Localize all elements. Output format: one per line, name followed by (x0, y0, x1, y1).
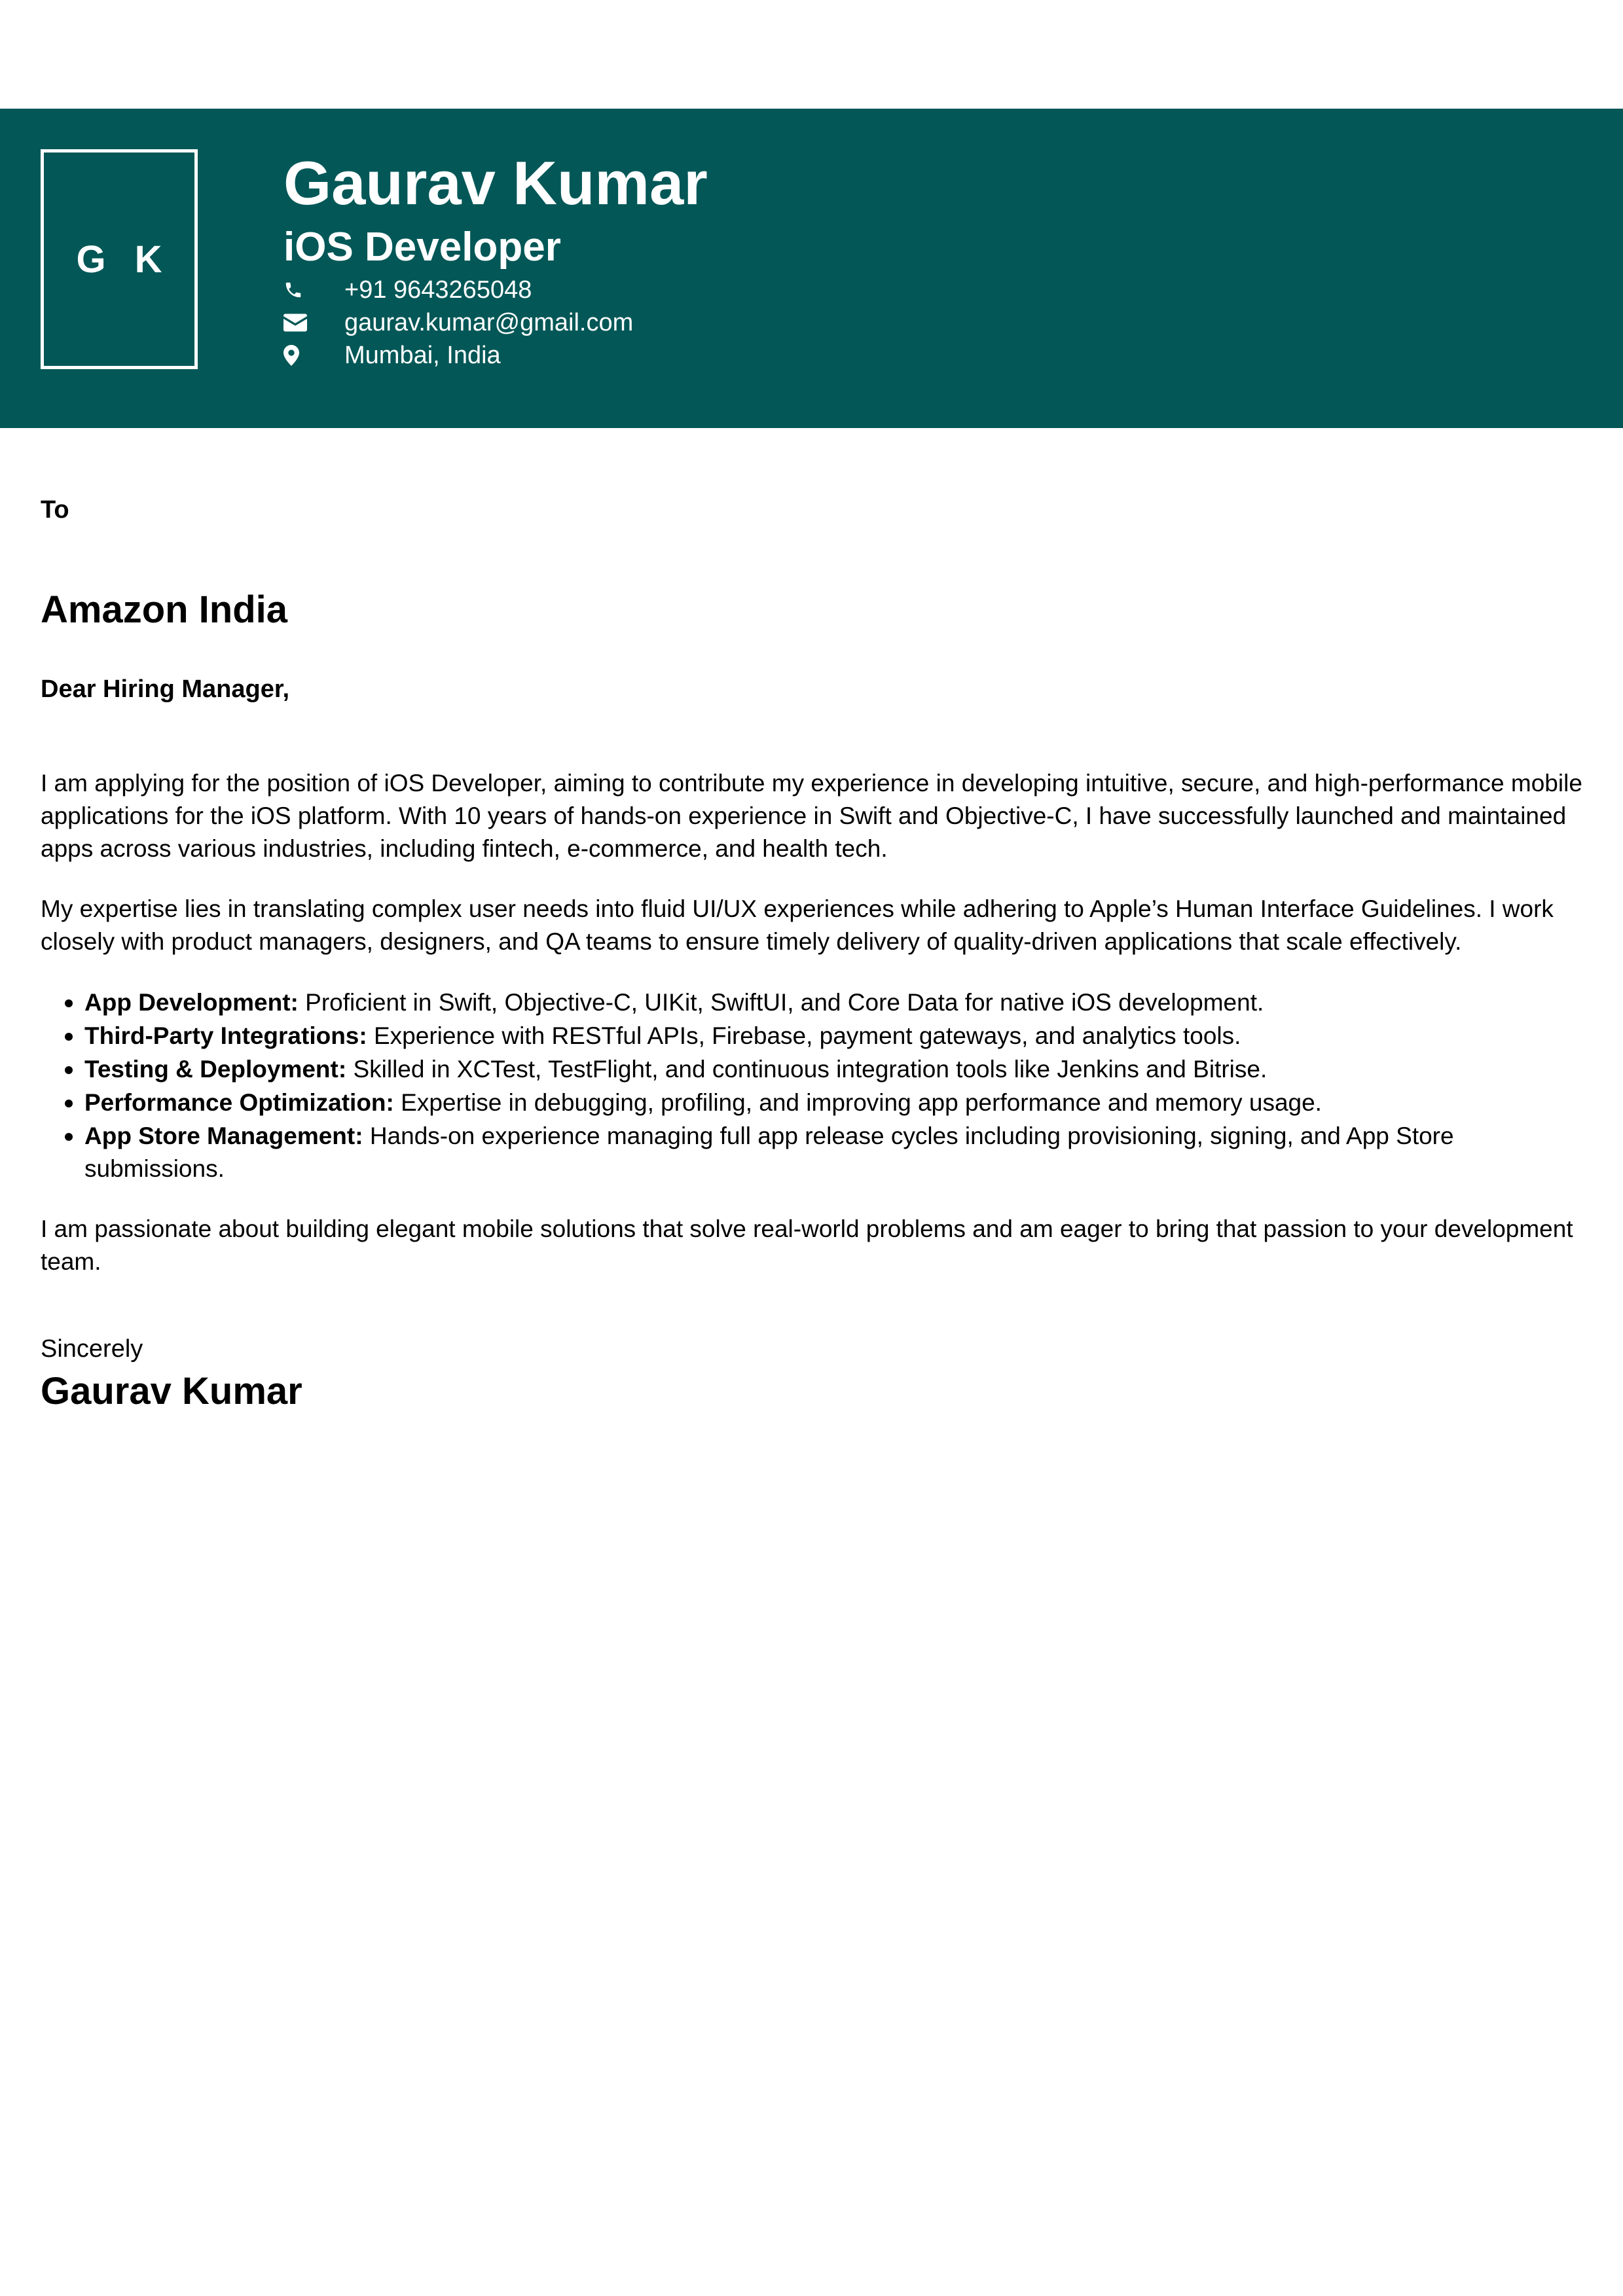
skill-text: Skilled in XCTest, TestFlight, and continuous integration tools like Jenkins and Bitrise. (346, 1056, 1267, 1083)
contact-list (283, 274, 633, 372)
skill-text: Expertise in debugging, profiling, and improving app performance and memory usage. (393, 1089, 1322, 1116)
skill-item (84, 1086, 1586, 1119)
monogram-box (41, 149, 198, 369)
skill-item (84, 986, 1586, 1019)
location-text: Mumbai, India (344, 341, 501, 369)
monogram-initials: G K (76, 238, 172, 281)
closing-paragraph: I am passionate about building elegant mobile solutions that solve real-world problems and am eager to bring that passion to your development team. (41, 1215, 1573, 1275)
email-link[interactable]: gaurav.kumar@gmail.com (344, 308, 634, 336)
contact-email (283, 306, 633, 339)
skill-text: Experience with RESTful APIs, Firebase, payment gateways, and analytics tools. (367, 1022, 1241, 1049)
map-pin-icon (283, 345, 344, 366)
skills-list (41, 986, 1586, 1185)
letter-body (41, 767, 1586, 1306)
signature-name: Gaurav Kumar (41, 1370, 302, 1412)
salutation: Dear Hiring Manager, (41, 675, 290, 703)
skill-item (84, 1119, 1586, 1185)
applicant-name: Gaurav Kumar (283, 149, 708, 217)
body-paragraph: My expertise lies in translating complex user needs into fluid UI/UX experiences while adhering to Apple’s Human Interface Guidelines. I work closely with product managers, designers, and QA teams to ensure timely delivery of quality-driven applications that scale effectively. (41, 895, 1554, 955)
skill-text: Hands-on experience managing full app release cycles including provisioning, signing, and App Store submissions. (84, 1122, 1454, 1182)
header-banner (0, 109, 1623, 428)
skill-title: Third-Party Integrations: (84, 1022, 367, 1049)
phone-icon (283, 280, 344, 300)
contact-phone (283, 274, 633, 306)
company-name: Amazon India (41, 588, 288, 631)
closing-word: Sincerely (41, 1335, 143, 1363)
envelope-icon (283, 314, 344, 332)
applicant-role: iOS Developer (283, 224, 561, 270)
skill-title: App Development: (84, 989, 299, 1016)
skill-text: Proficient in Swift, Objective-C, UIKit, SwiftUI, and Core Data for native iOS development. (298, 989, 1264, 1016)
to-label: To (41, 496, 69, 524)
skill-title: Performance Optimization: (84, 1089, 394, 1116)
skill-item (84, 1019, 1586, 1052)
phone-link[interactable]: +91 9643265048 (344, 276, 532, 304)
contact-location (283, 339, 633, 372)
skill-item (84, 1052, 1586, 1086)
body-paragraph: I am applying for the position of iOS Developer, aiming to contribute my experience in developing intuitive, secure, and high-performance mobile applications for the iOS platform. With 10 years of hands-on experience in Swift and Objective-C, I have successfully launched and maintained apps across various industries, including fintech, e-commerce, and health tech. (41, 770, 1582, 862)
skill-title: App Store Management: (84, 1122, 363, 1149)
skill-title: Testing & Deployment: (84, 1056, 347, 1083)
